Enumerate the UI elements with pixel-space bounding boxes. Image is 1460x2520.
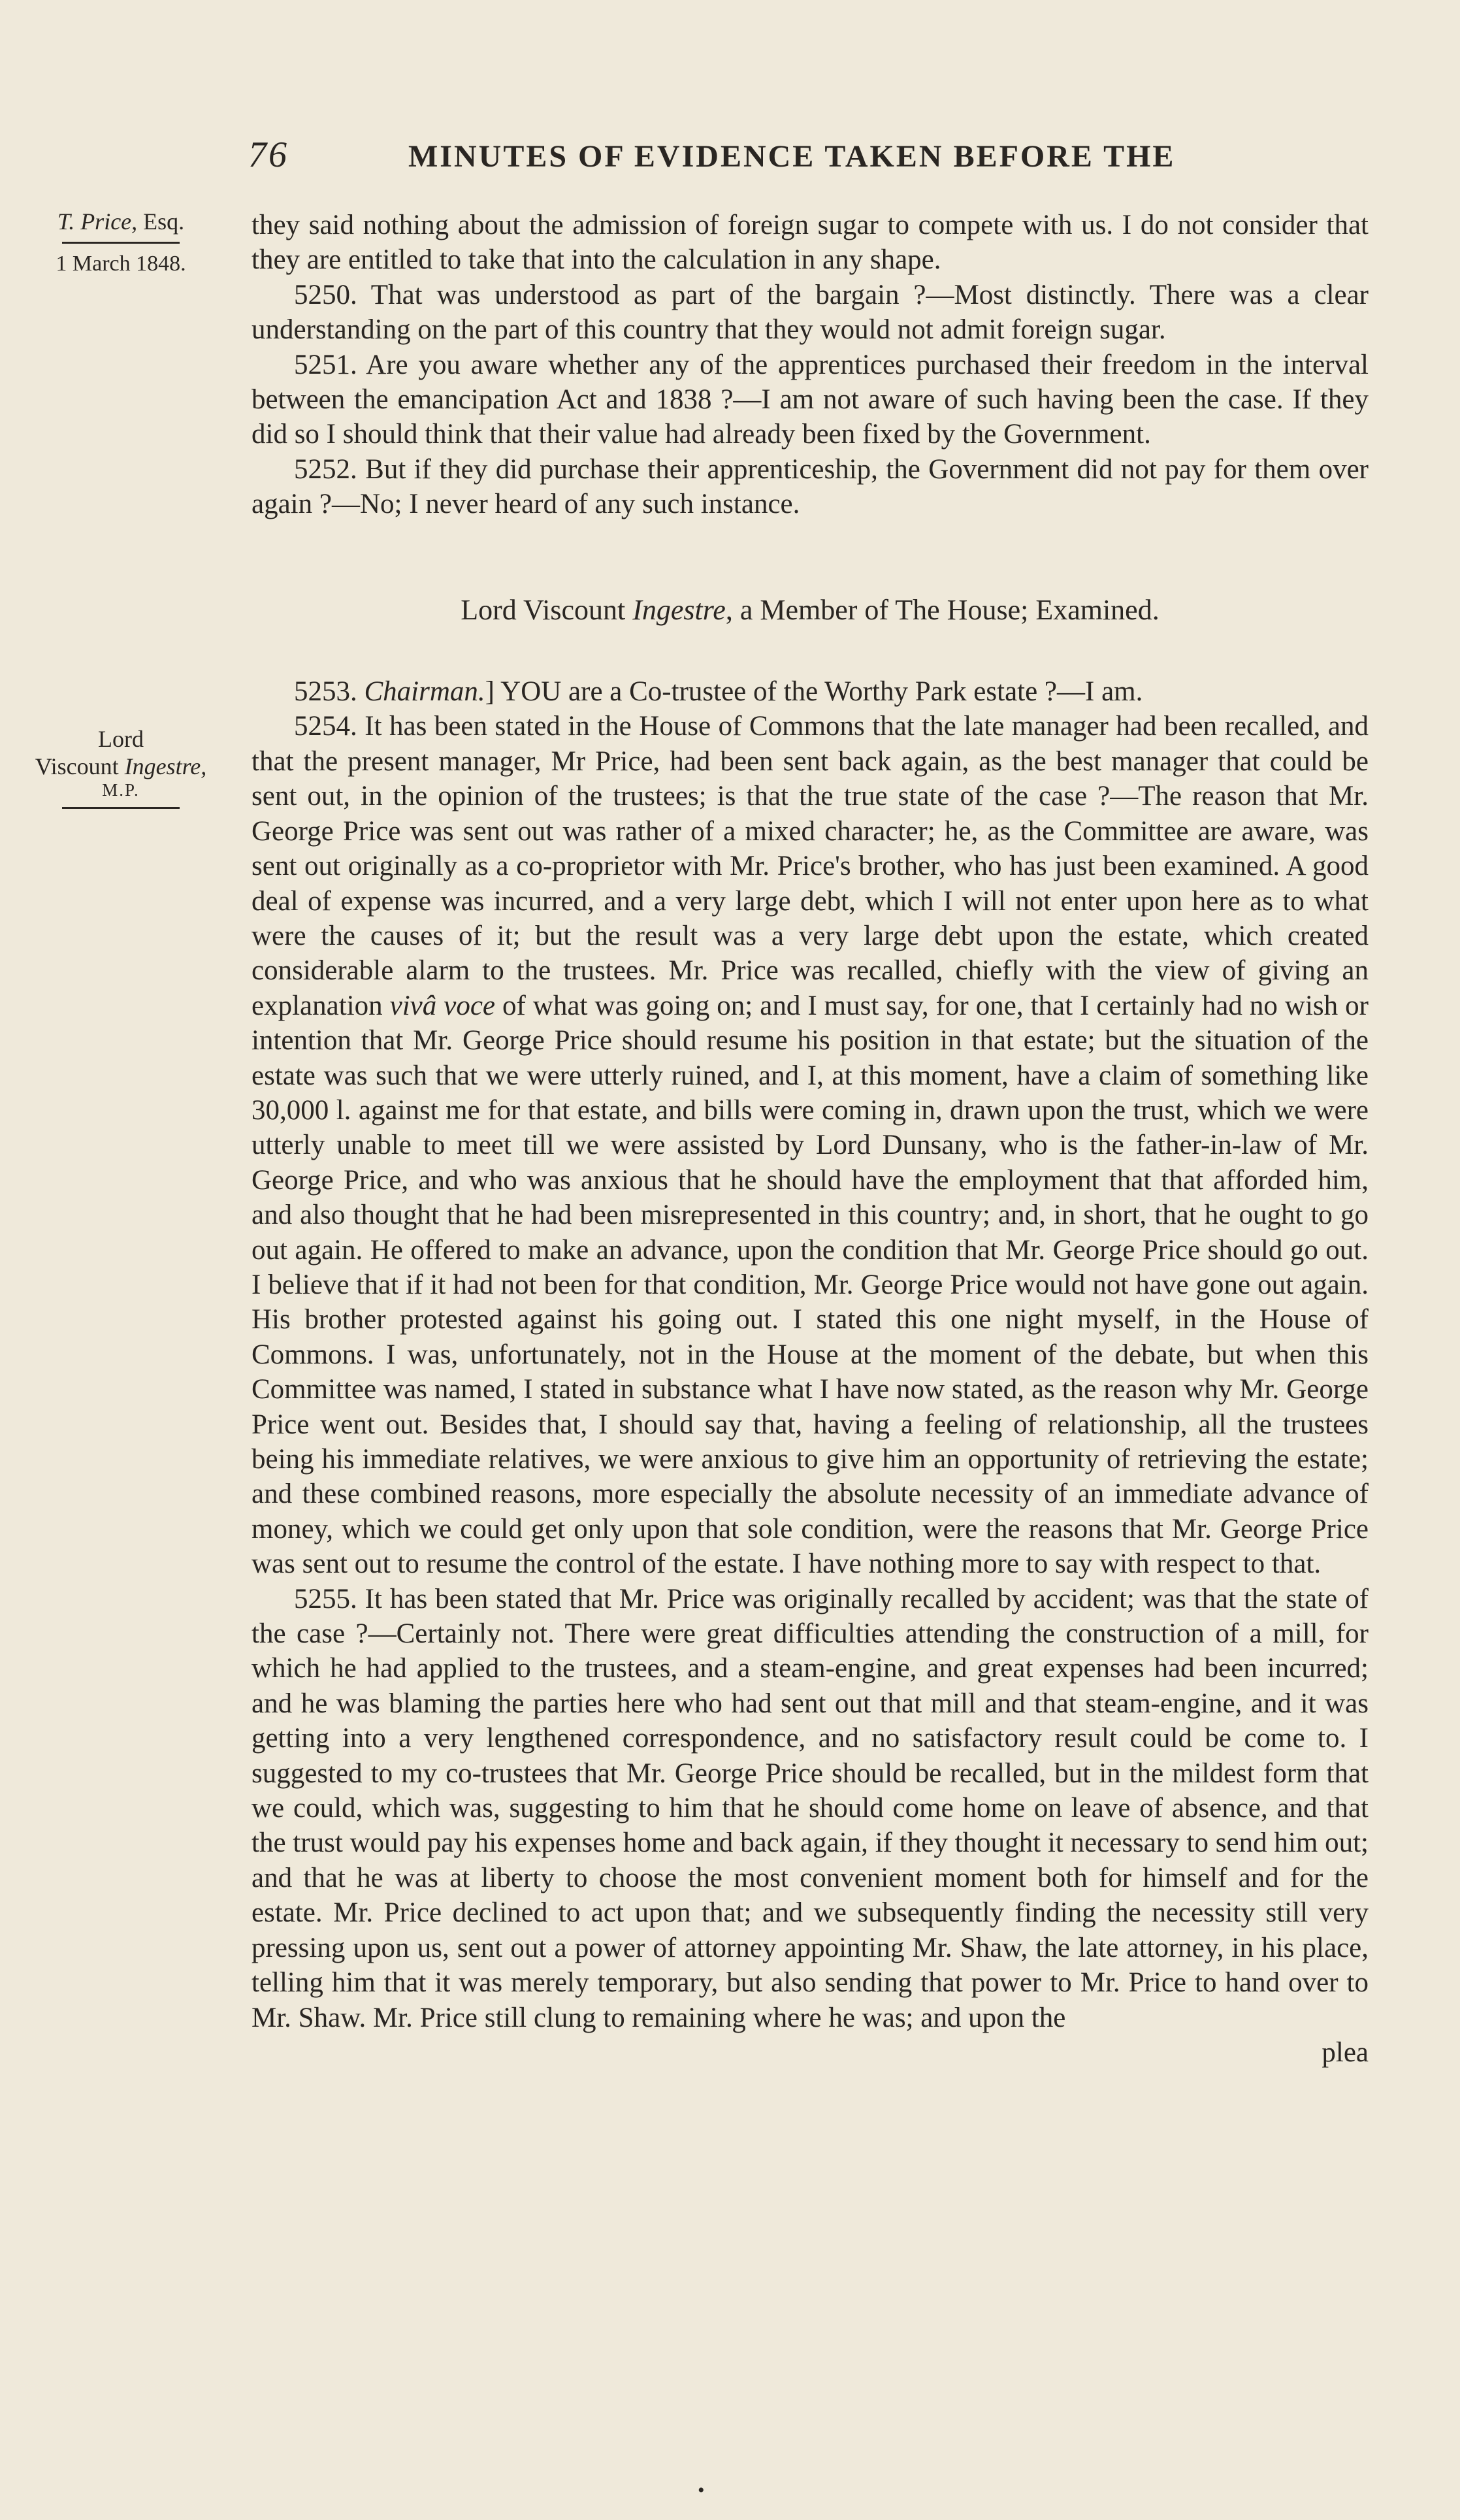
running-head: MINUTES OF EVIDENCE TAKEN BEFORE THE	[408, 139, 1176, 174]
margin-rule	[62, 807, 180, 809]
paragraph-5252: 5252. But if they did purchase their apprenticeship, the Government did not pay for them over again ?—No; I never heard of any such instance.	[251, 453, 1369, 520]
paragraph-5253	[251, 674, 1369, 709]
margin-witness-suffix: Esq.	[137, 208, 185, 235]
paragraph-5254	[251, 709, 1369, 1581]
speaker-chairman: Chairman.	[364, 676, 485, 708]
paragraph-5250: 5250. That was understood as part of the bargain ?—Most distinctly. There was a clear understanding on the part of this country that they would not admit foreign sugar.	[251, 279, 1369, 346]
margin-note-witness-ingestre	[13, 725, 229, 817]
page-dot: •	[698, 2479, 705, 2501]
margin-witness-name: T. Price,	[57, 208, 138, 235]
margin-line-ingestre: Ingestre,	[124, 753, 207, 779]
answer-italic-phrase: vivâ voce	[389, 990, 495, 1021]
page-number: 76	[248, 135, 289, 175]
catchword: plea	[1322, 2037, 1369, 2068]
heading-italic-name: Ingestre	[632, 593, 726, 626]
question-text: ] YOU are a Co-trustee of the Worthy Park estate ?—I am.	[485, 676, 1143, 708]
paragraph-5255: 5255. It has been stated that Mr. Price was originally recalled by accident; was that the state of the case ?—Certainly not. There were great difficulties attending the construction of a mill, for which he had applied to the trustees, and a steam-engine, and great expenses had been incurred; and he was blaming the parties here who had sent out that mill and that steam-engine, and it was getting into a very lengthened correspondence, and no satisfactory result could be come to. I suggested to my co-trustees that Mr. George Price should be recalled, but in the mildest form that we could, which was, suggesting to him that he should come home on leave of absence, and that the trust would pay his expenses home and back again, if they thought it necessary to send him out; and that he was at liberty to choose the most convenient moment both for himself and for the estate. Mr. Price declined to act upon that; and we subsequently finding the necessity still very pressing upon us, sent out a power of attorney appointing Mr. Shaw, the late attorney, in his place, telling him that it was merely temporary, but also sending that power to Mr. Price to hand over to Mr. Shaw. Mr. Price still clung to remaining where he was; and upon the	[251, 1583, 1369, 2033]
margin-note-witness-price	[13, 208, 229, 276]
heading-suffix: , a Member of The House; Examined.	[725, 593, 1160, 626]
witness-heading	[251, 593, 1369, 627]
answer-text-part1: 5254. It has been stated in the House of Commons that the late manager had been recalled, and that the present manager, Mr Price, had been sent back again, as the best manager that could be sent out, in the opinion of the trustees; is that the true state of the case ?—The reason that Mr. George Price was sent out was rather of a mixed character; he, as the Committee are aware, was sent out originally as a co-proprietor with Mr. Price's brother, who has just been examined. A good deal of expense was incurred, and a very large debt, which I will not enter upon here as to what were the causes of it; but the result was a very large debt upon the estate, which created considerable alarm to the trustees. Mr. Price was recalled, chiefly with the view of giving an explanation	[251, 711, 1369, 1021]
margin-rule	[62, 242, 180, 244]
heading-prefix: Lord Viscount	[461, 593, 633, 626]
evidence-text	[251, 208, 1369, 2070]
margin-date: 1 March 1848.	[56, 252, 186, 276]
page-header	[248, 134, 1372, 176]
paragraph-5251: 5251. Are you aware whether any of the apprentices purchased their freedom in the interval between the emancipation Act and 1838 ?—I am not aware of such having been the case. If they did so I should think that their value had already been fixed by the Government.	[251, 349, 1369, 450]
margin-line-lord: Lord	[98, 726, 144, 752]
question-number: 5253.	[294, 676, 365, 708]
margin-line-mp: M.P.	[102, 780, 140, 800]
answer-text-part2: of what was going on; and I must say, for one, that I certainly had no wish or intention that Mr. George Price should resume his position in that estate; but the situation of the estate was such that we were utterly ruined, and I, at this moment, have a claim of something like 30,000 l. against me for that estate, and bills were coming in, drawn upon the trust, which we were utterly unable to meet till we were assisted by Lord Dunsany, who is the father-in-law of Mr. George Price, and who was anxious that he should have the employment that that afforded him, and also thought that he had been misrepresented in this country; and, in short, that he ought to go out again. He offered to make an advance, upon the condition that Mr. George Price should go out. I believe that if it had not been for that condition, Mr. George Price would not have gone out again. His brother protested against his going out. I stated this one night myself, in the House of Commons. I was, unfortunately, not in the House at the moment of the debate, but when this Committee was named, I stated in substance what I have now stated, as the reason why Mr. George Price went out. Besides that, I should say that, having a feeling of relationship, all the trustees being his immediate relatives, we were anxious to give him an opportunity of retrieving the estate; and these combined reasons, more especially the absolute necessity of an immediate advance of money, which we could get only upon that sole condition, were the reasons that Mr. George Price was sent out to resume the control of the estate. I have nothing more to say with respect to that.	[251, 990, 1369, 1580]
paragraph-continued: they said nothing about the admission of foreign sugar to compete with us. I do not consider that they are entitled to take that into the calculation in any shape.	[251, 210, 1369, 276]
margin-line-viscount: Viscount	[35, 753, 125, 779]
